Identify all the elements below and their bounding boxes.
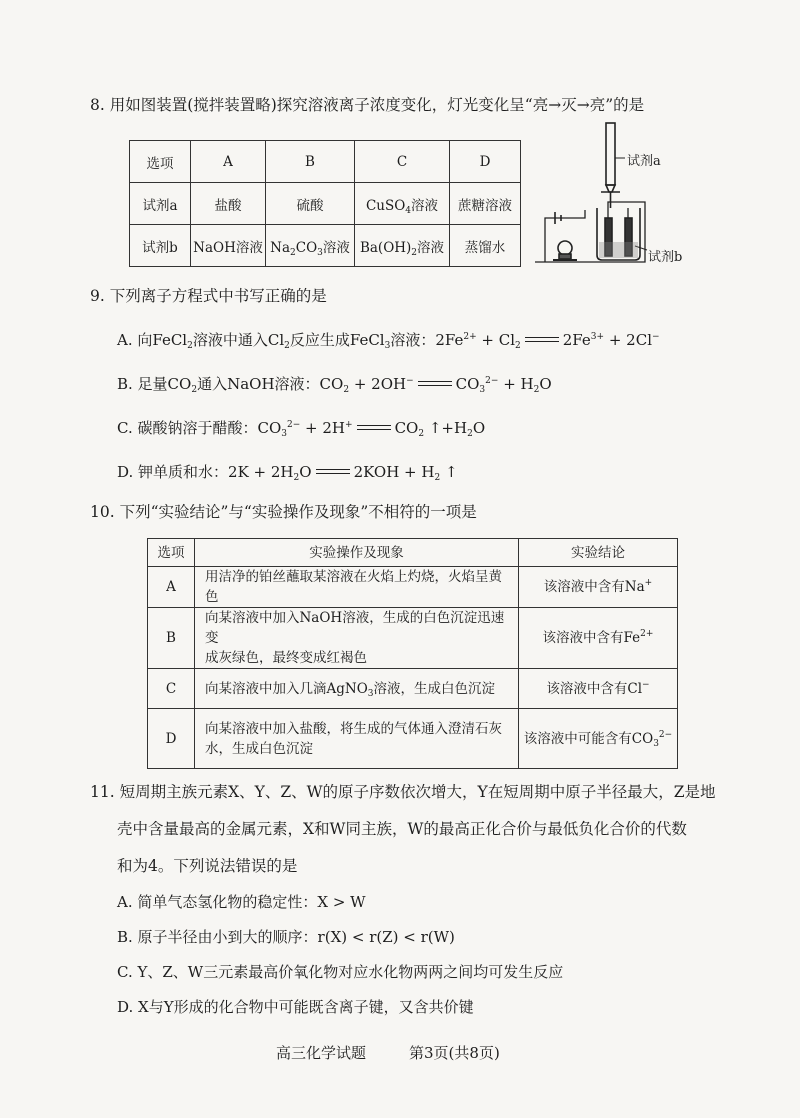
q10-row-operation: 向某溶液中加入几滴AgNO$_3$溶液，生成白色沉淀	[195, 669, 519, 709]
q9-stem: 9. 下列离子方程式中书写正确的是	[90, 287, 327, 305]
q8-row-reagent-a: 试剂a	[130, 183, 191, 225]
q9-option-c: C. 碳酸钠溶于醋酸：$CO_3^{2-} + 2H^+$ $CO_2$ $↑+H_2O$	[117, 419, 486, 439]
q8-a-C: CuSO$_4$溶液	[355, 183, 450, 225]
q8-table	[129, 140, 521, 267]
q8-a-A: 盐酸	[191, 183, 266, 225]
q10-row-operation: 向某溶液中加入NaOH溶液，生成的白色沉淀迅速变 成灰绿色，最终变成红褐色	[195, 608, 519, 669]
q11-stem-line-3: 和为4。下列说法错误的是	[117, 857, 298, 875]
q10-row-option: C	[148, 669, 195, 709]
table-row	[148, 567, 678, 608]
figure-label-reagent-b: 试剂b	[648, 250, 683, 265]
q10-row-conclusion: 该溶液中含有$Fe^{2+}$	[519, 608, 678, 669]
q8-header-b: B	[266, 141, 355, 183]
q11-option-d: D. X与Y形成的化合物中可能既含离子键，又含共价键	[117, 998, 474, 1016]
q8-b-C: $Ba(OH)_2$溶液	[355, 225, 450, 267]
equals-sign-icon	[312, 462, 354, 482]
q8-stem: 8. 用如图装置(搅拌装置略)探究溶液离子浓度变化，灯光变化呈“亮→灭→亮”的是	[90, 96, 645, 114]
q10-row-conclusion: 该溶液中含有Cl−	[519, 669, 678, 709]
equals-sign-icon	[353, 418, 395, 438]
q10-row-conclusion: 该溶液中可能含有$CO_3^{2-}$	[519, 709, 678, 769]
q10-header-option: 选项	[148, 539, 195, 567]
q11-stem-line-2: 壳中含量最高的金属元素，X和W同主族，W的最高正化合价与最低负化合价的代数	[117, 820, 687, 838]
q8-header-a: A	[191, 141, 266, 183]
q10-row-option: A	[148, 567, 195, 608]
q9-option-a: A. 向FeCl$_2$溶液中通入$Cl_2$反应生成FeCl$_3$溶液：$2Fe^{2+} + Cl_2$ $2Fe^{3+} + 2Cl^-$	[117, 331, 660, 351]
q11-option-a: A. 简单气态氢化物的稳定性：X > W	[117, 893, 366, 911]
q10-stem: 10. 下列“实验结论”与“实验操作及现象”不相符的一项是	[90, 503, 477, 521]
q11-option-c: C. Y、Z、W三元素最高价氧化物对应水化物两两之间均可发生反应	[117, 963, 564, 981]
q8-b-A: NaOH溶液	[191, 225, 266, 267]
apparatus-figure	[535, 120, 715, 272]
q10-row-option: B	[148, 608, 195, 669]
q10-header-operation: 实验操作及现象	[195, 539, 519, 567]
table-row	[148, 709, 678, 769]
table-row	[148, 608, 678, 669]
q8-a-B: 硫酸	[266, 183, 355, 225]
figure-label-reagent-a: 试剂a	[627, 154, 661, 169]
q9-option-b: B. 足量$CO_2$通入NaOH溶液：$CO_2 + 2OH^-$ $CO_3^{2-} + H_2O$	[117, 375, 552, 395]
q9-option-d: D. 钾单质和水：$2K + 2H_2O$ $2KOH + H_2$ ↑	[117, 463, 458, 483]
table-row	[148, 669, 678, 709]
q8-header-d: D	[450, 141, 521, 183]
q8-header-c: C	[355, 141, 450, 183]
equals-sign-icon	[521, 330, 563, 350]
q8-a-D: 蔗糖溶液	[450, 183, 521, 225]
q10-row-conclusion: 该溶液中含有Na+	[519, 567, 678, 608]
q8-b-B: $Na_2CO_3$溶液	[266, 225, 355, 267]
equals-sign-icon	[414, 374, 456, 394]
q8-row-reagent-b: 试剂b	[130, 225, 191, 267]
q11-option-b: B. 原子半径由小到大的顺序：r(X) < r(Z) < r(W)	[117, 928, 455, 946]
q8-header-option: 选项	[130, 141, 191, 183]
q10-header-conclusion: 实验结论	[519, 539, 678, 567]
footer-page-number: 第3页(共8页)	[409, 1044, 500, 1062]
q11-stem-line-1: 11. 短周期主族元素X、Y、Z、W的原子序数依次增大，Y在短周期中原子半径最大，Z是地	[90, 783, 716, 801]
footer-subject: 高三化学试题	[276, 1044, 367, 1062]
q10-row-operation: 向某溶液中加入盐酸，将生成的气体通入澄清石灰 水，生成白色沉淀	[195, 709, 519, 769]
q10-row-operation: 用洁净的铂丝蘸取某溶液在火焰上灼烧，火焰呈黄色	[195, 567, 519, 608]
q10-row-option: D	[148, 709, 195, 769]
q10-table	[147, 538, 678, 769]
q8-b-D: 蒸馏水	[450, 225, 521, 267]
